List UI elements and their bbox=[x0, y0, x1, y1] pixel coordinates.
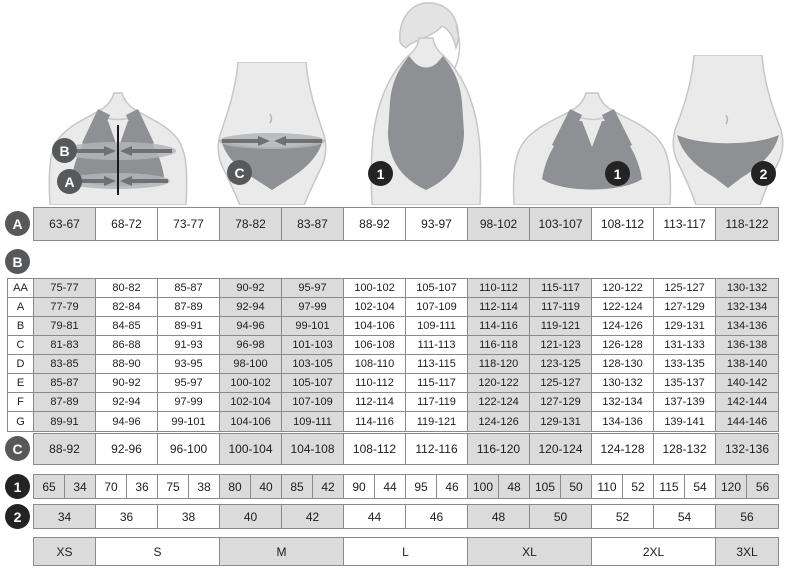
table-cell: 120 bbox=[716, 475, 747, 498]
table-cell: 102-104 bbox=[344, 298, 406, 317]
table-cell: 100 bbox=[468, 475, 499, 498]
table-cell: 138-140 bbox=[716, 355, 778, 374]
table-cell: 103-107 bbox=[530, 208, 592, 240]
table-cell: 128-130 bbox=[592, 355, 654, 374]
table-cell: 56 bbox=[747, 475, 778, 498]
table-cell: 97-99 bbox=[282, 298, 344, 317]
table-cell: 111-113 bbox=[406, 336, 468, 355]
table-cell: 101-103 bbox=[282, 336, 344, 355]
one-piece-swimsuit-figure bbox=[338, 0, 496, 205]
table-cell: 44 bbox=[375, 475, 406, 498]
table-cell: 144-146 bbox=[716, 412, 778, 431]
table-cell: 79-81 bbox=[34, 317, 96, 336]
hips-measurement-figure bbox=[208, 62, 336, 205]
bust-cup-table bbox=[7, 278, 779, 432]
row-b-badge: B bbox=[5, 249, 30, 274]
row-label: AA bbox=[8, 279, 34, 298]
table-cell: 136-138 bbox=[716, 336, 778, 355]
table-cell: 90-92 bbox=[96, 374, 158, 393]
table-cell: 104-106 bbox=[344, 317, 406, 336]
table-cell: 80 bbox=[220, 475, 251, 498]
table-cell: 118-122 bbox=[716, 208, 778, 240]
table-cell: 126-128 bbox=[592, 336, 654, 355]
table-cell: 110-112 bbox=[468, 279, 530, 298]
table-cell: 44 bbox=[344, 505, 406, 528]
table-cell: 132-134 bbox=[592, 393, 654, 412]
table-cell: 42 bbox=[282, 505, 344, 528]
table-cell: 109-111 bbox=[282, 412, 344, 431]
row-label: F bbox=[8, 393, 34, 412]
one-piece-badge: 1 bbox=[368, 161, 393, 186]
table-cell: 103-105 bbox=[282, 355, 344, 374]
table-cell: 40 bbox=[251, 475, 282, 498]
table-cell: 117-119 bbox=[406, 393, 468, 412]
table-cell: 70 bbox=[96, 475, 127, 498]
table-cell: 131-133 bbox=[654, 336, 716, 355]
table-cell: 130-132 bbox=[716, 279, 778, 298]
table-cell: 114-116 bbox=[468, 317, 530, 336]
table-cell: 113-117 bbox=[654, 208, 716, 240]
table-cell: 86-88 bbox=[96, 336, 158, 355]
table-cell: 140-142 bbox=[716, 374, 778, 393]
row-label: G bbox=[8, 412, 34, 431]
table-cell: 99-101 bbox=[282, 317, 344, 336]
table-cell: 133-135 bbox=[654, 355, 716, 374]
table-cell: 85-87 bbox=[158, 279, 220, 298]
table-cell: 68-72 bbox=[96, 208, 158, 240]
table-cell: 124-126 bbox=[468, 412, 530, 431]
table-cell: 93-97 bbox=[406, 208, 468, 240]
table-cell: 115-117 bbox=[530, 279, 592, 298]
table-cell: 92-94 bbox=[220, 298, 282, 317]
table-cell: 56 bbox=[716, 505, 778, 528]
table-cell: 89-91 bbox=[158, 317, 220, 336]
table-cell: 112-116 bbox=[406, 434, 468, 464]
figures-header bbox=[0, 0, 800, 206]
table-cell: 109-111 bbox=[406, 317, 468, 336]
table-cell: 120-122 bbox=[592, 279, 654, 298]
table-cell: 124-128 bbox=[592, 434, 654, 464]
table-cell: 107-109 bbox=[406, 298, 468, 317]
table-cell: 93-95 bbox=[158, 355, 220, 374]
table-cell: 48 bbox=[468, 505, 530, 528]
table-cell: 108-112 bbox=[344, 434, 406, 464]
table-cell: 97-99 bbox=[158, 393, 220, 412]
size-cell: M bbox=[220, 538, 344, 565]
table-cell: 34 bbox=[34, 505, 96, 528]
table-cell: 107-109 bbox=[282, 393, 344, 412]
table-cell: 112-114 bbox=[468, 298, 530, 317]
table-cell: 122-124 bbox=[468, 393, 530, 412]
underbust-table bbox=[33, 207, 779, 241]
table-cell: 104-108 bbox=[282, 434, 344, 464]
table-cell: 54 bbox=[654, 505, 716, 528]
table-cell: 129-131 bbox=[654, 317, 716, 336]
table-cell: 110 bbox=[592, 475, 623, 498]
hips-badge: C bbox=[227, 160, 252, 185]
table-cell: 96-100 bbox=[158, 434, 220, 464]
brief-figure bbox=[662, 55, 794, 205]
table-cell: 105-107 bbox=[406, 279, 468, 298]
table-cell: 87-89 bbox=[158, 298, 220, 317]
table-cell: 100-102 bbox=[220, 374, 282, 393]
table-cell: 52 bbox=[592, 505, 654, 528]
table-cell: 124-126 bbox=[592, 317, 654, 336]
table-cell: 84-85 bbox=[96, 317, 158, 336]
row-c-badge: C bbox=[5, 436, 30, 461]
table-cell: 77-79 bbox=[34, 298, 96, 317]
table-cell: 95-97 bbox=[282, 279, 344, 298]
table-cell: 36 bbox=[96, 505, 158, 528]
table-cell: 46 bbox=[437, 475, 468, 498]
table-cell: 92-94 bbox=[96, 393, 158, 412]
table-cell: 120-124 bbox=[530, 434, 592, 464]
table-cell: 40 bbox=[220, 505, 282, 528]
conf-size-table bbox=[33, 504, 779, 529]
table-cell: 134-136 bbox=[716, 317, 778, 336]
table-cell: 83-87 bbox=[282, 208, 344, 240]
table-cell: 127-129 bbox=[654, 298, 716, 317]
row-1-badge: 1 bbox=[5, 474, 30, 499]
table-cell: 100-104 bbox=[220, 434, 282, 464]
table-cell: 85-87 bbox=[34, 374, 96, 393]
row-label: B bbox=[8, 317, 34, 336]
table-cell: 105 bbox=[530, 475, 561, 498]
table-cell: 116-118 bbox=[468, 336, 530, 355]
row-a-badge: A bbox=[5, 211, 30, 236]
table-cell: 89-91 bbox=[34, 412, 96, 431]
table-cell: 88-92 bbox=[344, 208, 406, 240]
size-cell: 2XL bbox=[592, 538, 716, 565]
table-cell: 96-98 bbox=[220, 336, 282, 355]
table-cell: 108-110 bbox=[344, 355, 406, 374]
table-cell: 54 bbox=[685, 475, 716, 498]
table-cell: 92-96 bbox=[96, 434, 158, 464]
row-label: C bbox=[8, 336, 34, 355]
table-cell: 137-139 bbox=[654, 393, 716, 412]
table-cell: 94-96 bbox=[96, 412, 158, 431]
table-cell: 80-82 bbox=[96, 279, 158, 298]
table-cell: 38 bbox=[189, 475, 220, 498]
table-cell: 48 bbox=[499, 475, 530, 498]
table-cell: 88-92 bbox=[34, 434, 96, 464]
bra-top-badge: 1 bbox=[605, 161, 630, 186]
letter-sizes-table bbox=[33, 537, 779, 566]
table-cell: 118-120 bbox=[468, 355, 530, 374]
table-cell: 114-116 bbox=[344, 412, 406, 431]
table-cell: 36 bbox=[127, 475, 158, 498]
table-cell: 78-82 bbox=[220, 208, 282, 240]
size-cell: S bbox=[96, 538, 220, 565]
table-cell: 94-96 bbox=[220, 317, 282, 336]
bra-top-figure bbox=[498, 55, 686, 205]
size-cell: XL bbox=[468, 538, 592, 565]
row-label: A bbox=[8, 298, 34, 317]
table-cell: 83-85 bbox=[34, 355, 96, 374]
table-cell: 139-141 bbox=[654, 412, 716, 431]
row-2-badge: 2 bbox=[5, 504, 30, 529]
table-cell: 122-124 bbox=[592, 298, 654, 317]
table-cell: 42 bbox=[313, 475, 344, 498]
table-cell: 130-132 bbox=[592, 374, 654, 393]
table-cell: 91-93 bbox=[158, 336, 220, 355]
size-cell: XS bbox=[34, 538, 96, 565]
table-cell: 113-115 bbox=[406, 355, 468, 374]
row-label: D bbox=[8, 355, 34, 374]
table-cell: 102-104 bbox=[220, 393, 282, 412]
table-cell: 52 bbox=[623, 475, 654, 498]
table-cell: 100-102 bbox=[344, 279, 406, 298]
table-cell: 105-107 bbox=[282, 374, 344, 393]
table-cell: 98-100 bbox=[220, 355, 282, 374]
size-cell: 3XL bbox=[716, 538, 778, 565]
table-cell: 125-127 bbox=[654, 279, 716, 298]
table-cell: 75 bbox=[158, 475, 189, 498]
bra-size-table bbox=[33, 474, 779, 499]
table-cell: 120-122 bbox=[468, 374, 530, 393]
table-cell: 108-112 bbox=[592, 208, 654, 240]
table-cell: 121-123 bbox=[530, 336, 592, 355]
size-cell: L bbox=[344, 538, 468, 565]
table-cell: 50 bbox=[561, 475, 592, 498]
table-cell: 99-101 bbox=[158, 412, 220, 431]
underbust-badge: A bbox=[57, 169, 82, 194]
hips-table bbox=[33, 433, 779, 465]
table-cell: 95 bbox=[406, 475, 437, 498]
table-cell: 88-90 bbox=[96, 355, 158, 374]
table-cell: 135-137 bbox=[654, 374, 716, 393]
table-cell: 119-121 bbox=[406, 412, 468, 431]
table-cell: 128-132 bbox=[654, 434, 716, 464]
table-cell: 81-83 bbox=[34, 336, 96, 355]
table-cell: 110-112 bbox=[344, 374, 406, 393]
table-cell: 142-144 bbox=[716, 393, 778, 412]
table-cell: 106-108 bbox=[344, 336, 406, 355]
table-cell: 46 bbox=[406, 505, 468, 528]
table-cell: 34 bbox=[65, 475, 96, 498]
table-cell: 112-114 bbox=[344, 393, 406, 412]
table-cell: 134-136 bbox=[592, 412, 654, 431]
table-cell: 90-92 bbox=[220, 279, 282, 298]
table-cell: 119-121 bbox=[530, 317, 592, 336]
table-cell: 50 bbox=[530, 505, 592, 528]
table-cell: 123-125 bbox=[530, 355, 592, 374]
brief-badge: 2 bbox=[751, 161, 776, 186]
table-cell: 115-117 bbox=[406, 374, 468, 393]
table-cell: 132-134 bbox=[716, 298, 778, 317]
table-cell: 116-120 bbox=[468, 434, 530, 464]
table-cell: 87-89 bbox=[34, 393, 96, 412]
table-cell: 125-127 bbox=[530, 374, 592, 393]
table-cell: 73-77 bbox=[158, 208, 220, 240]
table-cell: 115 bbox=[654, 475, 685, 498]
table-cell: 38 bbox=[158, 505, 220, 528]
table-cell: 127-129 bbox=[530, 393, 592, 412]
table-cell: 63-67 bbox=[34, 208, 96, 240]
bust-badge: B bbox=[52, 138, 77, 163]
table-cell: 82-84 bbox=[96, 298, 158, 317]
table-cell: 129-131 bbox=[530, 412, 592, 431]
table-cell: 65 bbox=[34, 475, 65, 498]
table-cell: 95-97 bbox=[158, 374, 220, 393]
table-cell: 85 bbox=[282, 475, 313, 498]
table-cell: 75-77 bbox=[34, 279, 96, 298]
table-cell: 117-119 bbox=[530, 298, 592, 317]
table-cell: 90 bbox=[344, 475, 375, 498]
table-cell: 132-136 bbox=[716, 434, 778, 464]
row-label: E bbox=[8, 374, 34, 393]
table-cell: 98-102 bbox=[468, 208, 530, 240]
table-cell: 104-106 bbox=[220, 412, 282, 431]
